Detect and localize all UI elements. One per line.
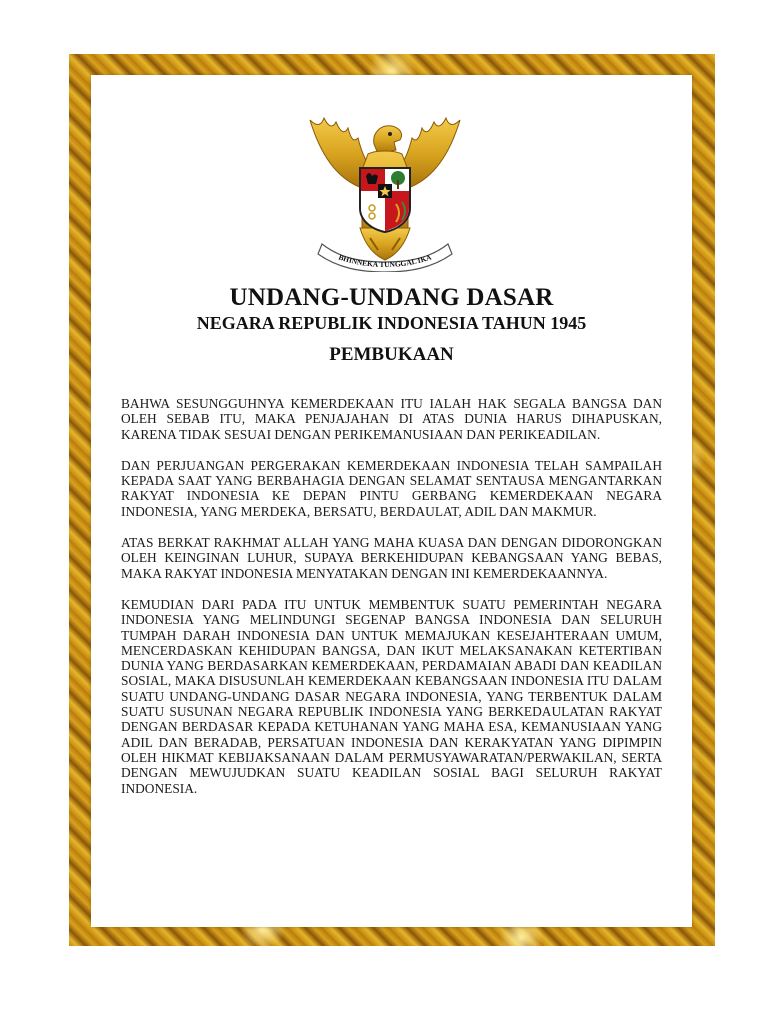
section-heading: PEMBUKAAN — [329, 344, 454, 365]
preamble-body — [121, 396, 662, 812]
preamble-paragraph-3: ATAS BERKAT RAKHMAT ALLAH YANG MAHA KUASA DAN DENGAN DIDORONGKAN OLEH KEINGINAN LUHUR, SUPAYA BERKEHIDUPAN KEBANGSAAN YANG BEBAS, MAKA RAKYAT INDONESIA MENYATAKAN DENGAN INI KEMERDEKAANNYA. — [121, 535, 662, 581]
preamble-paragraph-4: KEMUDIAN DARI PADA ITU UNTUK MEMBENTUK SUATU PEMERINTAH NEGARA INDONESIA YANG MELINDUNGI SEGENAP BANGSA INDONESIA DAN SELURUH TUMPAH DARAH INDONESIA DAN UNTUK MEMAJUKAN KESEJAHTERAAN UMUM, MENCERDASKAN KEHIDUPAN BANGSA, DAN IKUT MELAKSANAKAN KETERTIBAN DUNIA YANG BERDASARKAN KEMERDEKAAN, PERDAMAIAN ABADI DAN KEADILAN SOSIAL, MAKA DISUSUNLAH KEMERDEKAAN KEBANGSAAN INDONESIA ITU DALAM SUATU UNDANG-UNDANG DASAR NEGARA INDONESIA, YANG TERBENTUK DALAM SUATU SUSUNAN NEGARA REPUBLIK INDONESIA YANG BERKEDAULATAN RAKYAT DENGAN BERDASAR KEPADA KETUHANAN YANG MAHA ESA, KEMANUSIAAN YANG ADIL DAN BERADAB, PERSATUAN INDONESIA DAN KERAKYATAN YANG DIPIMPIN OLEH HIKMAT KEBIJAKSANAAN DALAM PERMUSYAWARATAN/PERWAKILAN, SERTA DENGAN MEWUJUDKAN SUATU KEADILAN SOSIAL BAGI SELURUH RAKYAT INDONESIA. — [121, 596, 662, 796]
document-subtitle: NEGARA REPUBLIK INDONESIA TAHUN 1945 — [196, 313, 587, 333]
document-title: UNDANG-UNDANG DASAR — [229, 284, 554, 311]
emblem-motto: BHINNEKA TUNGGAL IKA — [337, 252, 433, 270]
preamble-paragraph-1: BAHWA SESUNGGUHNYA KEMERDEKAAN ITU IALAH HAK SEGALA BANGSA DAN OLEH SEBAB ITU, MAKA PENJAJAHAN DI ATAS DUNIA HARUS DIHAPUSKAN, KARENA TIDAK SESUAI DENGAN PERIKEMANUSIAAN DAN PERIKEADILAN. — [121, 396, 662, 442]
garuda-pancasila-emblem-icon — [300, 110, 470, 272]
preamble-paragraph-2: DAN PERJUANGAN PERGERAKAN KEMERDEKAAN INDONESIA TELAH SAMPAILAH KEPADA SAAT YANG BERBAHAGIA DENGAN SELAMAT SENTAUSA MENGANTARKAN RAKYAT INDONESIA KE DEPAN PINTU GERBANG KEMERDEKAAN NEGARA INDONESIA, YANG MERDEKA, BERSATU, BERDAULAT, ADIL DAN MAKMUR. — [121, 457, 662, 519]
